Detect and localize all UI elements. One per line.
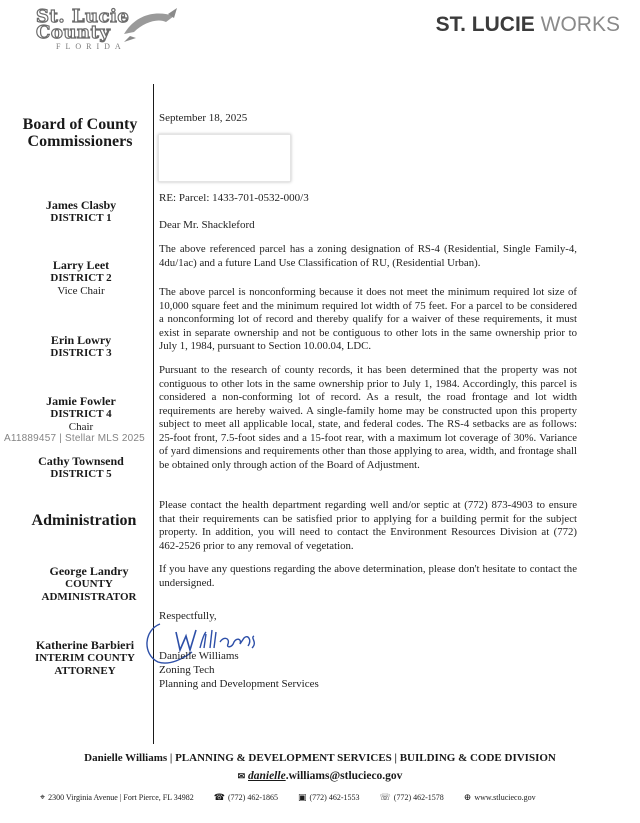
commissioner-district: DISTRICT 5 xyxy=(50,468,112,480)
letter-salutation: Dear Mr. Shackleford xyxy=(159,219,255,231)
redacted-address-block xyxy=(158,134,291,182)
footer-phone-2 xyxy=(298,792,360,803)
footer-address xyxy=(40,792,194,803)
phone-2-text: (772) 462-1553 xyxy=(309,793,360,802)
footer-phone-1 xyxy=(214,792,278,803)
phone-icon: ☎ xyxy=(213,792,225,802)
logo-light-text: WORKS xyxy=(540,13,620,36)
commissioner-district-1 xyxy=(6,199,156,225)
administrator-title-1: INTERIM COUNTY xyxy=(35,652,135,664)
footer-email-line xyxy=(0,770,640,782)
board-title xyxy=(6,116,154,150)
administrator-attorney xyxy=(10,639,160,678)
commissioner-district: DISTRICT 4 xyxy=(50,408,112,420)
commissioner-name: Larry Leet xyxy=(52,258,110,272)
logo-line-3: FLORIDA xyxy=(56,42,126,51)
administration-title: Administration xyxy=(31,512,137,529)
email-domain: .williams@stlucieco.gov xyxy=(285,770,403,782)
logo-line-2: County xyxy=(36,22,111,43)
footer-website[interactable] xyxy=(464,792,536,803)
administrator-name: George Landry xyxy=(49,564,129,578)
footer-name: Danielle Williams xyxy=(84,752,168,764)
footer-division: | PLANNING & DEVELOPMENT SERVICES | BUILDING & CODE DIVISION xyxy=(167,752,556,764)
signer-department: Planning and Development Services xyxy=(159,678,319,690)
commissioner-name: Jamie Fowler xyxy=(46,394,116,408)
commissioner-name: Erin Lowry xyxy=(50,333,112,347)
fax-icon: ▣ xyxy=(298,792,307,802)
commissioner-district-2 xyxy=(6,259,156,298)
commissioner-district: DISTRICT 2 xyxy=(50,272,112,284)
board-title-line-2: Commissioners xyxy=(27,133,133,150)
administrator-title-2: ATTORNEY xyxy=(54,665,116,677)
email-icon: ✉ xyxy=(237,771,246,781)
commissioner-district: DISTRICT 1 xyxy=(50,212,112,224)
commissioner-note: Chair xyxy=(68,421,94,433)
phone-1-text: (772) 462-1865 xyxy=(228,793,278,802)
signer-name: Danielle Williams xyxy=(159,650,239,662)
letter-closing: Respectfully, xyxy=(159,610,217,622)
administrator-title-1: COUNTY xyxy=(65,578,113,590)
st-lucie-works-logo xyxy=(436,13,620,37)
fish-logo-icon xyxy=(122,8,178,44)
mls-watermark: A11889457 | Stellar MLS 2025 xyxy=(4,433,145,444)
footer-phone-3 xyxy=(380,792,444,803)
logo-strong-text: ST. LUCIE xyxy=(435,13,535,36)
email-user: danielle xyxy=(247,770,286,782)
commissioner-district: DISTRICT 3 xyxy=(50,347,112,359)
letter-paragraph-4: Please contact the health department regarding well and/or septic at (772) 873-4903 to ensure that their requirements can be satisfied prior to applying for a building permit for the subject property. In addition, you will need to contact the Environment Resources Division at (772) 462-2526 prior to any removal of vegetation. xyxy=(159,499,577,552)
letter-paragraph-5: If you have any questions regarding the above determination, please don't hesitate to contact the undersigned. xyxy=(159,563,577,589)
commissioner-district-3 xyxy=(6,334,156,360)
commissioner-name: Cathy Townsend xyxy=(38,454,124,468)
logo-line-1: St. Lucie xyxy=(36,6,130,27)
administrator-name: Katherine Barbieri xyxy=(35,638,135,652)
letter-paragraph-1: The above referenced parcel has a zoning designation of RS-4 (Residential, Single Family-4, 4du/1ac) and a future Land Use Classification of RU, (Residential Urban). xyxy=(159,243,577,269)
administrator-county xyxy=(14,565,164,604)
website-text: www.stlucieco.gov xyxy=(474,793,536,802)
letter-re-line: RE: Parcel: 1433-701-0532-000/3 xyxy=(159,192,309,204)
signer-title: Zoning Tech xyxy=(159,664,215,676)
footer-email-link[interactable] xyxy=(248,770,402,782)
tdd-icon: ☏ xyxy=(379,792,391,802)
commissioner-note: Vice Chair xyxy=(57,285,105,297)
commissioner-name: James Clasby xyxy=(45,198,117,212)
globe-icon: ⊕ xyxy=(463,792,472,802)
board-title-line-1: Board of County xyxy=(22,116,138,133)
footer-division-line xyxy=(0,752,640,764)
st-lucie-county-logo xyxy=(30,6,180,54)
commissioner-district-4 xyxy=(6,395,156,434)
location-pin-icon: ⌖ xyxy=(40,792,46,802)
phone-3-text: (772) 462-1578 xyxy=(393,793,444,802)
letter-paragraph-2: The above parcel is nonconforming because it does not meet the minimum required lot size of 10,000 square feet and the minimum required lot width of 75 feet. For a parcel to be considered a nonconforming lot of record and thereby qualify for a waiver of these requirements, it must exist in separate ownership and not be contiguous to other lots in the same ownership prior to July 1, 1984, pursuant to Section 10.00.04, LDC. xyxy=(159,286,577,352)
footer-contact-line xyxy=(40,792,556,803)
address-text: 2300 Virginia Avenue | Fort Pierce, FL 34982 xyxy=(48,793,194,802)
administrator-title-2: ADMINISTRATOR xyxy=(41,591,137,603)
letter-paragraph-3: Pursuant to the research of county records, it has been determined that the property was not contiguous to other lots in the same ownership prior to July 1, 1984. Accordingly, this parcel is considered a non-conforming lot of record. As a result, the road frontage and lot width requirements are hereby waived. A single-family home may be constructed upon this property subject to meet all applicable local, state, and federal codes. The RS-4 setbacks are as follows: 25-foot front, 7.5-foot sides and a 15-foot rear, with a maximum lot coverage of 30%. Variance of yard dimensions and requirements other than those applying to area, width, and frontage shall be obtained only through action of the Board of Adjustment. xyxy=(159,364,577,471)
letter-date: September 18, 2025 xyxy=(159,112,248,124)
commissioner-district-5 xyxy=(6,455,156,481)
